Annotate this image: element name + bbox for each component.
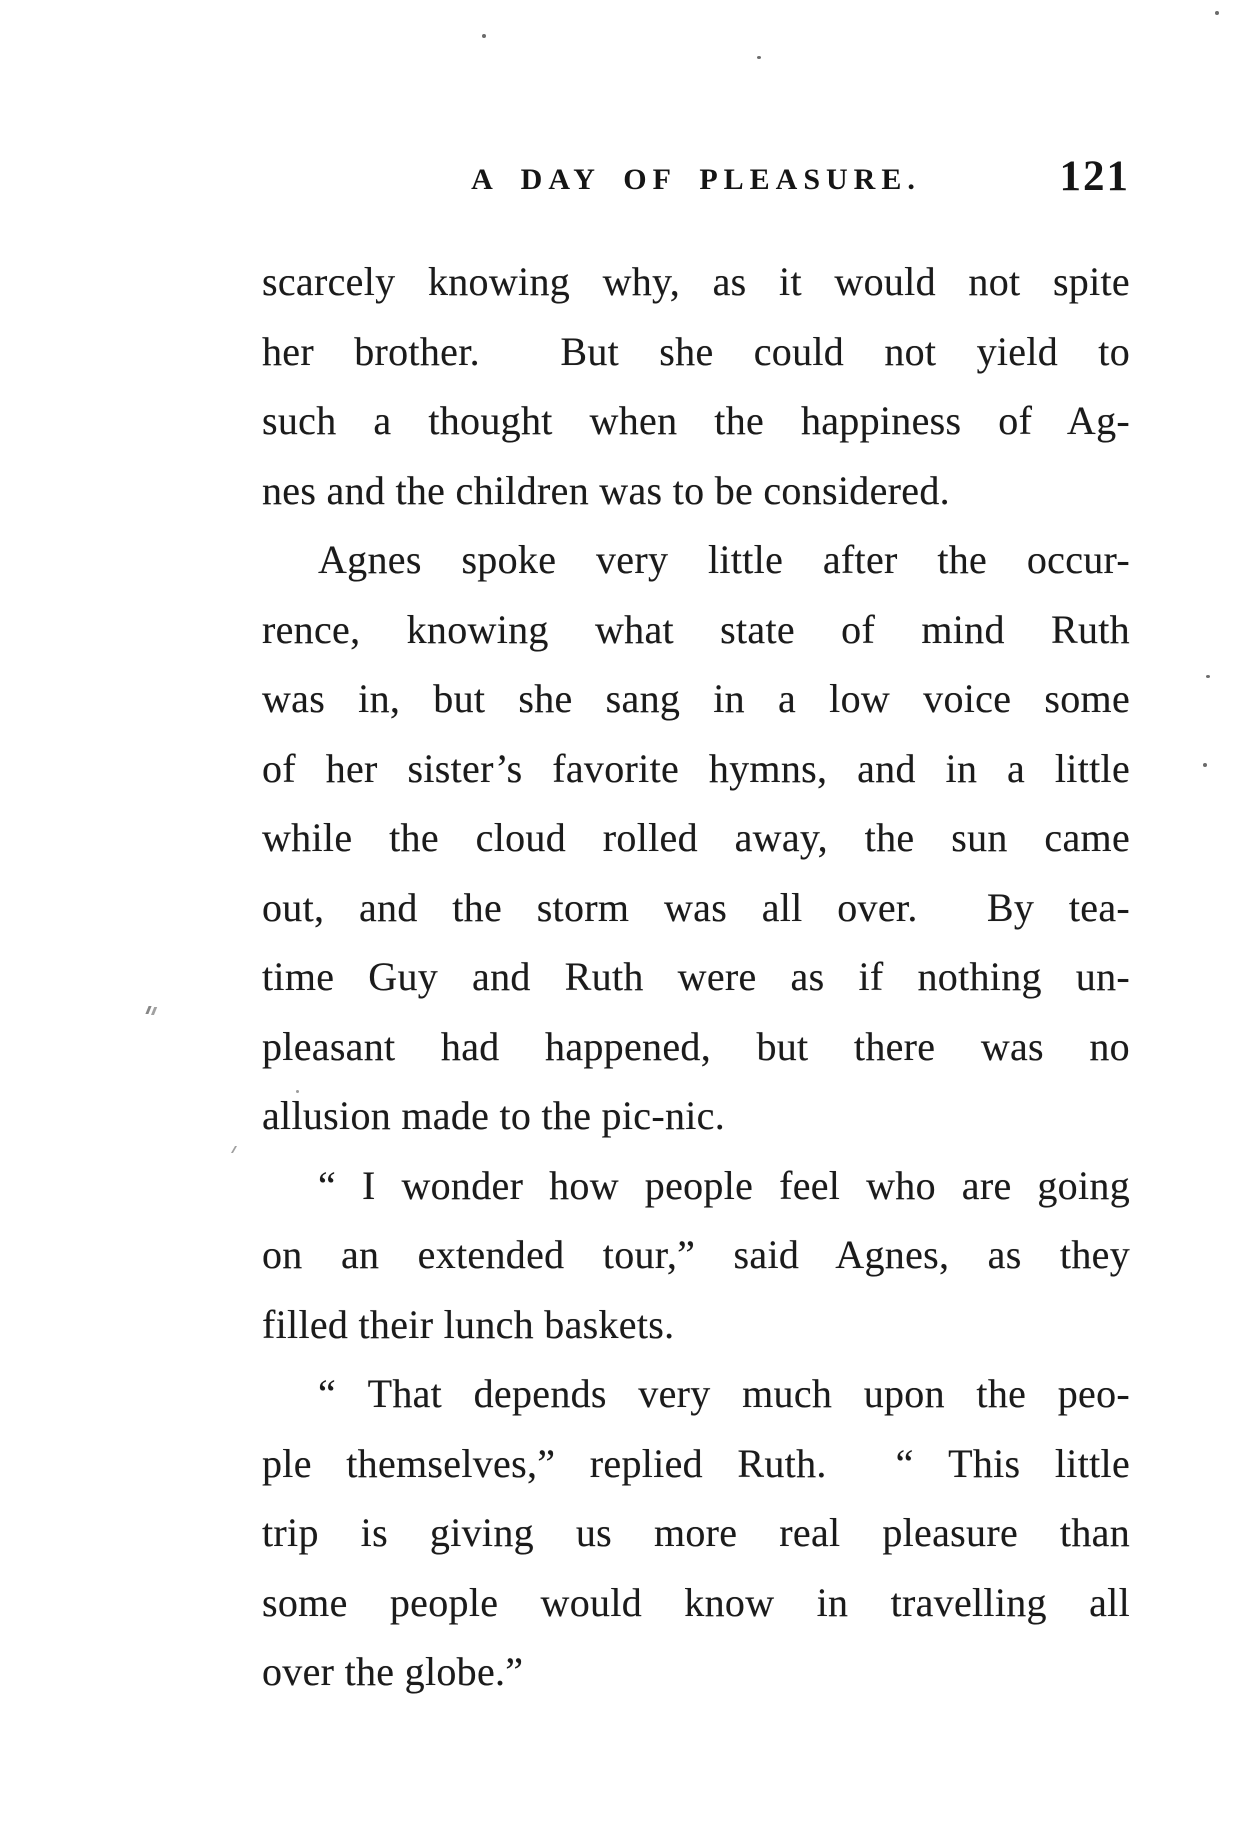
text-line: while the cloud rolled away, the sun came — [262, 815, 1130, 860]
paragraph — [262, 1359, 1130, 1707]
text-line: scarcely knowing why, as it would not spite — [262, 259, 1130, 304]
scan-speck — [482, 34, 486, 38]
scan-speck — [1215, 11, 1219, 15]
paragraph — [262, 247, 1130, 525]
text-line: “ I wonder how people feel who are going — [318, 1162, 1130, 1208]
text-line: allusion made to the pic-nic. — [262, 1093, 726, 1138]
page-number: 121 — [1059, 153, 1130, 200]
scan-speck — [296, 1090, 299, 1093]
scan-margin-mark — [145, 1006, 151, 1014]
text-line: rence, knowing what state of mind Ruth — [262, 606, 1130, 652]
text-line: “ That depends very much upon the peo- — [318, 1371, 1130, 1416]
text-line: pleasant had happened, but there was no — [262, 1023, 1130, 1069]
text-line: some people would know in travelling all — [262, 1579, 1130, 1625]
scan-speck — [1206, 675, 1210, 678]
paragraph — [262, 1151, 1130, 1360]
text-line: on an extended tour,” said Agnes, as they — [262, 1232, 1130, 1277]
scan-speck — [757, 56, 761, 59]
text-line: trip is giving us more real pleasure than — [262, 1510, 1130, 1555]
scan-margin-mark — [231, 1146, 237, 1153]
text-line: such a thought when the happiness of Ag- — [262, 398, 1130, 443]
paragraph — [262, 525, 1130, 1151]
scan-speck — [1203, 763, 1207, 767]
text-line: time Guy and Ruth were as if nothing un- — [262, 954, 1130, 999]
running-title: A DAY OF PLEASURE. — [471, 163, 921, 196]
text-line: nes and the children was to be considered. — [262, 467, 950, 513]
text-line: over the globe.” — [262, 1649, 524, 1694]
text-line: out, and the storm was all over. By tea- — [262, 884, 1130, 930]
text-line: was in, but she sang in a low voice some — [262, 676, 1130, 721]
page-body — [262, 247, 1130, 1707]
text-line: ple themselves,” replied Ruth. “ This little — [262, 1440, 1130, 1486]
text-line: filled their lunch baskets. — [262, 1301, 675, 1347]
text-line: her brother. But she could not yield to — [262, 328, 1130, 374]
text-line: Agnes spoke very little after the occur- — [318, 537, 1130, 582]
text-line: of her sister’s favorite hymns, and in a little — [262, 745, 1130, 791]
